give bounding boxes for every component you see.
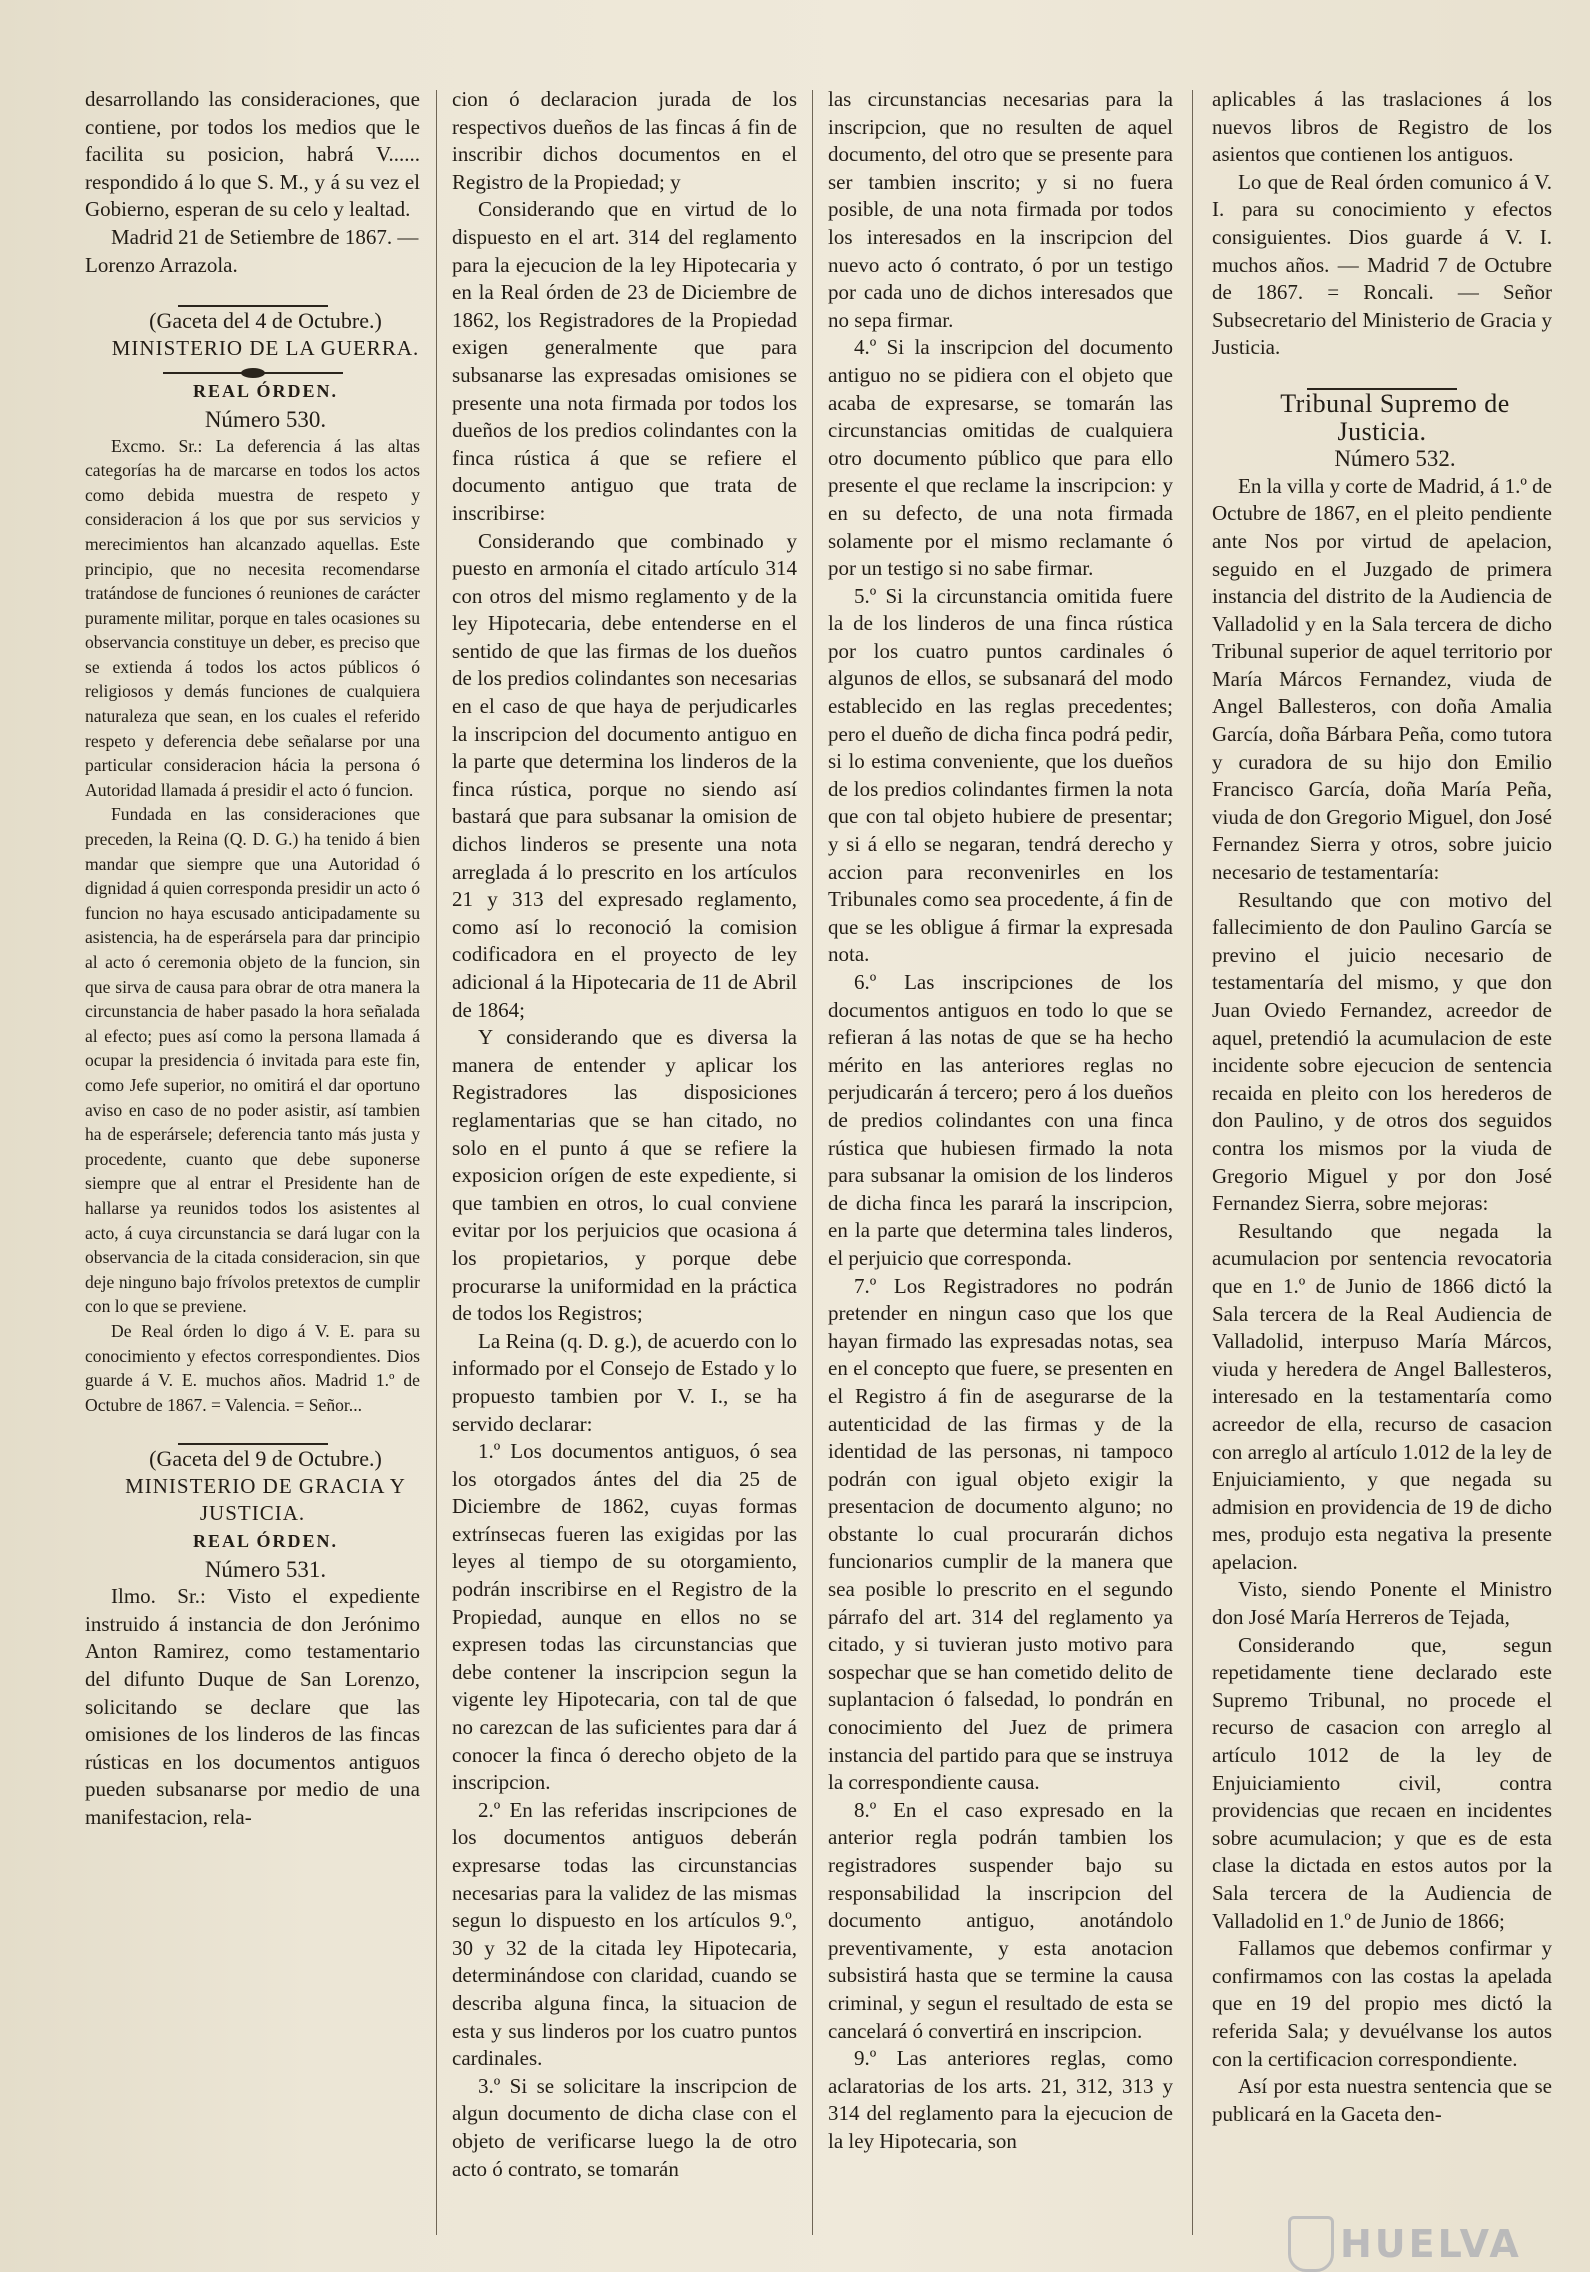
lead-paragraph: desarrollando las consideraciones, que contiene, por todos los medios que le facilita su posicion, habrá V...... respondido á lo que S. M., y á su vez el Gobierno, esperan de su celo y lealtad. <box>85 87 420 222</box>
paragraph: cion ó declaracion jurada de los respectivos dueños de las fincas á fin de inscribir dichos documentos en el Registro de la Propiedad; y <box>452 87 797 194</box>
number-heading: Número 530. <box>204 406 327 432</box>
paragraph: 7.º Los Registradores no podrán pretender en ningun caso que los que hayan firmado las expresadas notas, sea en el concepto que fuere, se presenten en el Registro á fin de asegurarse de la autenticidad de las firmas y de la identidad de las personas, ni tampoco podrán con igual objeto exigir la presentacion de documento alguno; no obstante lo cual procurarán dichos funcionarios cumplir de la manera que sea posible lo prescrito en el segundo párrafo del art. 314 del reglamento ya citado, y si tuvieran justo motivo para sospechar que se han cometido delito de suplantacion ó falsedad, lo pondrán en conocimiento del Juez de primera instancia del partido para que se instruya la correspondiente causa. <box>828 1273 1173 1795</box>
paragraph: Considerando que en virtud de lo dispuesto en el art. 314 del reglamento para la ejecucion de la ley Hipotecaria y en la Real órden de 23 de Diciembre de 1862, los Registradores de la Propiedad exigen generalmente que para subsanarse las expresadas omisiones se presente una nota firmada por todos los dueños de los predios colindantes con la finca rústica á que se refiere el documento antiguo que trata de inscribirse: <box>452 197 797 525</box>
order-paragraph: Excmo. Sr.: La deferencia á las altas categorías ha de marcarse en todos los actos como debida muestra de respeto y consideracion á los que por sus servicios y merecimientos han alcanzado aquellas. Este principio, que no necesita recomendarse tratándose de funciones ó reuniones de carácter puramente militar, porque en tales ocasiones su observancia constituye un deber, es preciso que se extienda á todos los actos públicos ó religiosos y demás funciones de cualquiera naturaleza que sean, en los cuales el referido respeto y deferencia debe señalarse por una particular consideracion hácia la persona ó Autoridad llamada á presidir el acto ó funcion. <box>85 435 420 800</box>
column-2 <box>452 86 797 2246</box>
paragraph: 5.º Si la circunstancia omitida fuere la de los linderos de una finca rústica por los cuatro puntos cardinales ó algunos de ellos, se subsanará del modo establecido en las reglas precedentes; pero el dueño de dicha finca podrá pedir, si lo estima conveniente, que los dueños de los predios colindantes firmen la nota que con tal objeto hubiere de presentar; y si á ello se negaran, tendrá derecho y accion para reconvenirles en los Tribunales como sea procedente, á fin de que se les obligue á firmar la expresada nota. <box>828 583 1173 967</box>
column-rule <box>436 90 437 2235</box>
order-paragraph: Fundada en las consideraciones que preceden, la Reina (Q. D. G.) ha tenido á bien mandar que siempre que una Autoridad ó dignidad á quien corresponda presidir un acto ó funcion no haya escusado anticipadamente su asistencia, ha de esperársela para dar principio al acto ó ceremonia objeto de la funcion, sin que sirva de causa para obrar de otra manera la circunstancia de haber pasado la hora señalada al efecto; pues así como la persona llamada á ocupar la presidencia ó invitada para este fin, como Jefe superior, no omitirá el dar oportuno aviso en caso de no poder asistir, así tambien ha de esperársele; deferencia tanto más justa y procedente, cuanto que debe suponerse siempre que al entrar el Presidente han de hallarse ya reunidos todos los asistentes al acto, á cuya circunstancia se dará lugar con la observancia de la citada consideracion, sin que deje ninguno bajo frívolos pretextos de cumplir con lo que se previene. <box>85 804 420 1317</box>
paragraph: 9.º Las anteriores reglas, como aclaratorias de los arts. 21, 312, 313 y 314 del reglamento para la ejecucion de la ley Hipotecaria, son <box>828 2046 1173 2153</box>
paragraph: 6.º Las inscripciones de los documentos antiguos en todo lo que se refieran á las notas de que se ha hecho mérito en las anteriores reglas no perjudicarán á tercero; pero á los dueños de predios colindantes con una finca rústica que hubiesen firmado la nota para subsanar la omision de los linderos de dicha finca les parará la inscripcion, en la parte que determina tales linderos, el perjuicio que corresponda. <box>828 970 1173 1270</box>
tribunal-heading: Tribunal Supremo de Justicia. <box>1280 388 1510 446</box>
paragraph: Visto, siendo Ponente el Ministro don José María Herreros de Tejada, <box>1212 1577 1552 1630</box>
signoff: Madrid 21 de Setiembre de 1867. — Lorenzo Arrazola. <box>85 224 419 277</box>
paragraph: Considerando que, segun repetidamente tiene declarado este Supremo Tribunal, no procede el recurso de casacion con arreglo al artículo 1012 de la ley de Enjuiciamiento civil, contra providencias que recaen en incidentes sobre acumulacion; y que es de esta clase la dictada en estos autos por la Sala tercera de la Audiencia de Valladolid en 1.º de Junio de 1866; <box>1212 1632 1552 1933</box>
ministry-heading: MINISTERIO DE LA GUERRA. <box>111 335 420 360</box>
paragraph: 8.º En el caso expresado en la anterior regla podrán tambien los registradores suspender bajo su responsabilidad la inscripcion del documento antiguo, anotándolo preventivamente, y esta anotacion subsistirá hasta que se termine la causa criminal, y segun el resultado de esta se cancelará ó convertirá en inscripcion. <box>828 1797 1173 2043</box>
number-heading: Número 531. <box>204 1556 327 1582</box>
order-paragraph: Ilmo. Sr.: Visto el expediente instruido á instancia de don Jerónimo Anton Ramirez, como testamentario del difunto Duque de San Lorenzo, solicitando se declare que las omisiones de los linderos de las fincas rústicas en los documentos antiguos pueden subsanarse por medio de una manifestacion, rela- <box>85 1584 420 1829</box>
paragraph: En la villa y corte de Madrid, á 1.º de Octubre de 1867, en el pleito pendiente ante Nos por virtud de apelacion, seguido en el Juzgado de primera instancia del distrito de la Audiencia de Valladolid y en la Sala tercera de dicho Tribunal superior de aquel territorio por María Márcos Fernandez, viuda de Angel Ballesteros, con doña Amalia García, doña Bárbara Peña, como tutora y curadora de su hijo don Emilio Francisco García, doña María Peña, viuda de don Gregorio Miguel, don José Fernandez Sierra y otros, sobre juicio necesario de testamentaría: <box>1212 473 1552 885</box>
paragraph: Considerando que combinado y puesto en armonía el citado artículo 314 con otros del mismo reglamento y de la ley Hipotecaria, debe entenderse en el sentido de que las firmas de los dueños de los predios colindantes son necesarias en el caso de que haya de perjudicarles la inscripcion del documento antiguo en la parte que determina los linderos de la finca rústica, porque no siendo así bastará que para subsanar la omision de dichos linderos se presente una nota arreglada á lo prescrito en los artículos 21 y 313 del expresado reglamento, como así lo reconoció la comision codificadora en el proyecto de ley adicional á la Hipotecaria de 11 de Abril de 1864; <box>452 528 797 1022</box>
column-rule <box>812 90 813 2235</box>
paragraph: Fallamos que debemos confirmar y confirmamos con las costas la apelada que en 19 del propio mes dictó la referida Sala; y devuélvanse los autos con la certificacion correspondiente. <box>1212 1936 1552 2071</box>
paragraph: 1.º Los documentos antiguos, ó sea los otorgados ántes del dia 25 de Diciembre de 1862, cuyas formas extrínsecas fueren las exigidas por las leyes al tiempo de su otorgamiento, podrán inscribirse en el Registro de la Propiedad, aunque en ellos no se expresen todas las circunstancias que debe contener la inscripcion segun la vigente ley Hipotecaria, con tal de que no carezcan de las suficientes para dar á conocer la finca ó derecho objeto de la inscripcion. <box>452 1439 797 1795</box>
order-heading: REAL ÓRDEN. <box>192 1531 339 1552</box>
number-heading: Número 532. <box>1334 446 1456 472</box>
paragraph: las circunstancias necesarias para la inscripcion, que no resulten de aquel documento, del otro que se presente para ser tambien inscrito; y si no fuera posible, de una nota firmada por todos los interesados en la inscripcion del nuevo acto ó contrato, ó por un testigo por cada uno de dichos interesados que no sepa firmar. <box>828 87 1173 332</box>
paragraph: Resultando que negada la acumulacion por sentencia revocatoria que en 1.º de Junio de 1866 dictó la Sala tercera de la Real Audiencia de Valladolid, interpuso María Márcos, viuda y heredera de Angel Ballesteros, interesado en la testamentaría como acreedor de ella, recurso de casacion con arreglo al artículo 1.012 de la ley de Enjuiciamiento, y que negada su admision en providencia de 19 de dicho mes, produjo esta negativa la presente apelacion. <box>1212 1218 1552 1574</box>
paragraph: 3.º Si se solicitare la inscripcion de algun documento de dicha clase con el objeto de verificarse luego la de otro acto ó contrato, se tomarán <box>452 2073 797 2181</box>
paragraph: 2.º En las referidas inscripciones de los documentos antiguos deberán expresarse todas las circunstancias necesarias para la validez de las mismas segun lo dispuesto en los artículos 9.º, 30 y 32 de la citada ley Hipotecaria, determinándose con claridad, cuando se describa alguna finca, la situacion de esta y sus linderos por los cuatro puntos cardinales. <box>452 1797 797 2071</box>
paragraph: Y considerando que es diversa la manera de entender y aplicar los Registradores las disposiciones reglamentarias que se han citado, no solo en el punto á que se refiere la exposicion orígen de este expediente, si que tambien en otros, lo cual conviene evitar por los perjuicios que ocasiona á los propietarios, y porque debe procurarse la uniformidad en la práctica de todos los Registros; <box>452 1025 797 1326</box>
column-4 <box>1212 86 1552 2246</box>
order-heading: REAL ÓRDEN. <box>192 381 339 402</box>
order-paragraph: De Real órden lo digo á V. E. para su conocimiento y efectos correspondientes. Dios guarde á V. E. muchos años. Madrid 1.º de Octubre de 1867. = Valencia. = Señor... <box>85 1320 420 1415</box>
paragraph: Así por esta nuestra sentencia que se publicará en la Gaceta den- <box>1212 2074 1552 2126</box>
paragraph: Lo que de Real órden comunico á V. I. para su conocimiento y efectos consiguientes. Dios guarde á V. I. muchos años. — Madrid 7 de Octubre de 1867. = Roncali. — Señor Subsecretario del Ministerio de Gracia y Justicia. <box>1212 169 1552 360</box>
column-1 <box>85 86 420 2246</box>
paragraph: aplicables á las traslaciones á los nuevos libros de Registro de los asientos que contienen los antiguos. <box>1212 87 1552 167</box>
column-rule <box>1192 90 1193 2235</box>
ministry-heading: MINISTERIO DE GRACIA Y JUSTICIA. <box>125 1473 406 1526</box>
gaceta-heading: (Gaceta del 9 de Octubre.) <box>149 1446 382 1472</box>
paragraph: Resultando que con motivo del fallecimiento de don Paulino García se previno el juicio necesario de testamentaría del mismo, y que don Juan Oviedo Fernandez, acreedor de aquel, pretendió la acumulacion de este incidente sobre ejecucion de sentencia recaida en pleito con los herederos de don Paulino, y de otros dos seguidos contra los mismos por la viuda de Gregorio Miguel y por don José Fernandez Sierra, sobre mejoras: <box>1212 887 1552 1216</box>
column-3 <box>828 86 1173 2246</box>
paragraph: La Reina (q. D. g.), de acuerdo con lo informado por el Consejo de Estado y lo propuesto tambien por V. I., se ha servido declarar: <box>452 1328 797 1436</box>
watermark-text: HUELVA <box>1340 2222 1522 2266</box>
paragraph: 4.º Si la inscripcion del documento antiguo no se pidiera con el objeto que acaba de expresarse, se tomarán las circunstancias omitidas de cualquiera otro documento público que para ello presente el que reclame la inscripcion: y en su defecto, de una nota firmada solamente por el mismo reclamante ó por un testigo si no sabe firmar. <box>828 335 1173 581</box>
archive-watermark <box>1340 2222 1550 2264</box>
gaceta-heading: (Gaceta del 4 de Octubre.) <box>149 308 382 334</box>
seal-icon <box>1288 2216 1334 2272</box>
ornament-rule <box>163 368 343 378</box>
